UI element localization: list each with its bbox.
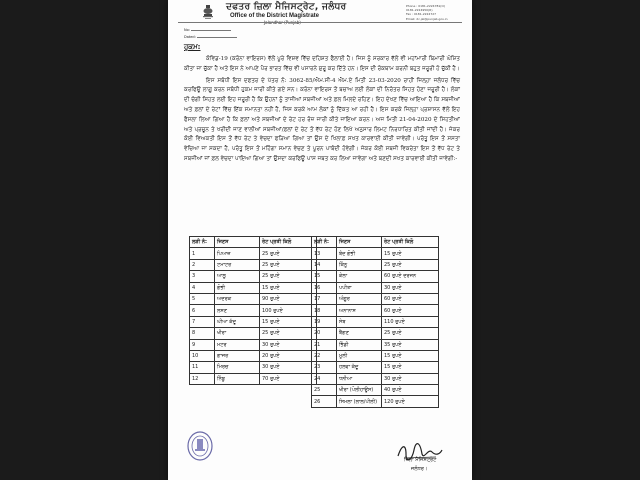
cell-item: ਮਟਰ — [215, 339, 260, 350]
cell-item: ਆਲੂ — [215, 271, 260, 282]
table-row — [312, 373, 439, 384]
cell-sr: 6 — [190, 305, 215, 316]
cell-sr: 10 — [190, 350, 215, 361]
cell-item: ਮੂਲੀ — [337, 350, 382, 361]
cell-item: ਗੋਭੀ — [215, 282, 260, 293]
cell-sr: 1 — [190, 248, 215, 259]
cell-item: ਟਮਾਟਰ — [215, 259, 260, 270]
table-row — [312, 316, 439, 327]
official-seal-icon — [186, 430, 214, 462]
table-row — [312, 305, 439, 316]
cell-item: ਹਲਵਾ ਕੱਦੂ — [337, 362, 382, 373]
cell-sr: 20 — [312, 328, 337, 339]
table-row — [312, 259, 439, 270]
cell-item: ਮਿਰਚ — [215, 362, 260, 373]
national-emblem-icon — [201, 4, 215, 21]
cell-sr: 13 — [312, 248, 337, 259]
cell-rate: 15 ਰੁਪਏ — [382, 248, 439, 259]
table-row — [190, 328, 317, 339]
cell-sr: 14 — [312, 259, 337, 270]
cell-sr: 17 — [312, 293, 337, 304]
cell-sr: 15 — [312, 271, 337, 282]
cell-item: ਅਨਾਨਾਸ — [337, 305, 382, 316]
cell-item: ਨਿੰਬੂ — [215, 373, 260, 384]
table-row — [190, 362, 317, 373]
reference-block — [184, 27, 237, 40]
table-row — [312, 271, 439, 282]
table-row — [312, 385, 439, 396]
cell-sr: 11 — [190, 362, 215, 373]
cell-sr: 3 — [190, 271, 215, 282]
table-row — [190, 259, 317, 270]
cell-rate: 120 ਰੁਪਏ — [382, 396, 439, 407]
cell-sr: 19 — [312, 316, 337, 327]
cell-rate: 40 ਰੁਪਏ — [382, 385, 439, 396]
table-row — [312, 396, 439, 407]
cell-item: ਸੇਬ — [337, 316, 382, 327]
header-rate: ਰੇਟ ਪ੍ਰਤੀ ਕਿਲੋ — [260, 237, 317, 248]
cell-rate: 30 ਰੁਪਏ — [382, 373, 439, 384]
table-row — [312, 328, 439, 339]
cell-rate: 30 ਰੁਪਏ — [260, 339, 317, 350]
table-row — [312, 248, 439, 259]
signatory-city: ਜਲੰਧਰ। — [411, 466, 428, 472]
cell-rate: 25 ਰੁਪਏ — [382, 328, 439, 339]
cell-item: ਅਦਰਕ — [215, 293, 260, 304]
cell-rate: 70 ਰੁਪਏ — [260, 373, 317, 384]
cell-rate: 25 ਰੁਪਏ — [260, 248, 317, 259]
cell-rate: 25 ਰੁਪਏ — [382, 259, 439, 270]
cell-item: ਭਿੰਡੀ — [337, 339, 382, 350]
no-label: No: — [184, 28, 190, 32]
signatory-title: ਜ਼ਿਲਾ ਮੈਜਿਸਟ੍ਰੇਟ — [404, 457, 437, 463]
header-rate: ਰੇਟ ਪ੍ਰਤੀ ਕਿਲੋ — [382, 237, 439, 248]
cell-sr: 23 — [312, 362, 337, 373]
cell-item: ਅੰਗੂਰ — [337, 293, 382, 304]
cell-sr: 24 — [312, 373, 337, 384]
table-header-row — [312, 237, 439, 248]
rate-table-right — [311, 236, 439, 408]
cell-rate: 25 ਰੁਪਏ — [260, 271, 317, 282]
cell-item: ਘੀਆ ਕੱਦੂ — [215, 316, 260, 327]
cell-rate: 90 ਰੁਪਏ — [260, 293, 317, 304]
table-row — [190, 282, 317, 293]
cell-item: ਖੀਰਾ (ਪੋਲੀਹਾਊਸ) — [337, 385, 382, 396]
table-row — [190, 293, 317, 304]
table-row — [190, 305, 317, 316]
dated-label: Dated: — [184, 34, 196, 39]
cell-item: ਕਿੰਨੂ — [337, 259, 382, 270]
cell-item: ਬੰਦ ਗੋਭੀ — [337, 248, 382, 259]
cell-rate: 15 ਰੁਪਏ — [260, 282, 317, 293]
cell-rate: 35 ਰੁਪਏ — [382, 339, 439, 350]
cell-rate: 100 ਰੁਪਏ — [260, 305, 317, 316]
cell-sr: 25 — [312, 385, 337, 396]
table-row — [190, 350, 317, 361]
header-item: ਜਿਣਸ — [215, 237, 260, 248]
cell-rate: 20 ਰੁਪਏ — [260, 350, 317, 361]
cell-item: ਗਾਜਰ — [215, 350, 260, 361]
table-header-row — [190, 237, 317, 248]
cell-rate: 15 ਰੁਪਏ — [382, 350, 439, 361]
table-row — [312, 350, 439, 361]
table-row — [312, 293, 439, 304]
cell-rate: 25 ਰੁਪਏ — [260, 259, 317, 270]
letterhead-rule — [178, 22, 462, 23]
cell-item: ਪਿਆਜ਼ — [215, 248, 260, 259]
cell-item: ਕੇਲਾ — [337, 271, 382, 282]
cell-sr: 16 — [312, 282, 337, 293]
cell-sr: 7 — [190, 316, 215, 327]
table-row — [190, 339, 317, 350]
cell-rate: 60 ਰੁਪਏ — [382, 305, 439, 316]
contact-line: Phone : 0181-2224781(O) — [406, 4, 445, 8]
cell-rate: 25 ਰੁਪਏ — [260, 328, 317, 339]
office-name-english: Office of the District Magistrate — [230, 13, 320, 19]
rate-table-left — [189, 236, 317, 385]
no-line — [191, 27, 231, 31]
table-row — [190, 316, 317, 327]
cell-rate: 60 ਰੁਪਏ ਦਰਜਨ — [382, 271, 439, 282]
cell-sr: 4 — [190, 282, 215, 293]
cell-rate: 60 ਰੁਪਏ — [382, 293, 439, 304]
contact-line: Email: dc.jal@punjab.gov.in — [406, 16, 448, 21]
cell-sr: 26 — [312, 396, 337, 407]
cell-item: ਲਸਣ — [215, 305, 260, 316]
cell-sr: 8 — [190, 328, 215, 339]
header-sr: ਲੜੀ ਨੰ: — [190, 237, 215, 248]
cell-item: ਧਨੀਆ — [337, 373, 382, 384]
header-item: ਜਿਣਸ — [337, 237, 382, 248]
cell-item: ਬੈਂਗਣ — [337, 328, 382, 339]
contact-line: Fax : 0181-2224727 — [406, 12, 437, 17]
cell-sr: 21 — [312, 339, 337, 350]
cell-rate: 30 ਰੁਪਏ — [382, 282, 439, 293]
cell-rate: 110 ਰੁਪਏ — [382, 316, 439, 327]
table-row — [190, 373, 317, 384]
office-name-punjabi: ਦਫਤਰ ਜ਼ਿਲਾ ਮੈਜਿਸਟ੍ਰੇਟ, ਜਲੰਧਰ — [226, 2, 347, 12]
dated-line — [197, 34, 237, 38]
table-row — [312, 362, 439, 373]
document-page — [168, 0, 472, 480]
cell-item: ਸਿਮਲਾ (ਲਾਲ/ਪੀਲੀ) — [337, 396, 382, 407]
header-sr: ਲੜੀ ਨੰ: — [312, 237, 337, 248]
cell-sr: 22 — [312, 350, 337, 361]
body-paragraph: ਇਸ ਸਬੰਧੀ ਇਸ ਦਫਤਰ ਦੇ ਪੱਤਰ ਨੰ: 3062-85/ਐਮ.ਸੀ-4 ਐਮ.ਏ ਮਿਤੀ 23-03-2020 ਰਾਹੀਂ ਜਿਲ੍ਹਾ ਜਲੰਧਰ ਵਿੱਚ ਕਰਫਿਊ ਲਾਗੂ ਕਰਨ ਸਬੰਧੀ ਹੁਕਮ ਜਾਰੀ ਕੀਤੇ ਗਏ ਸਨ। ਕਰੋਨਾ ਵਾਇਰਸ ਤੋਂ ਬਚਾਅ ਲਈ ਲੋਕਾਂ ਦੀ ਨਿਰੰਤਰ ਸਿਹਤ ਹੋਣਾ ਜਰੂਰੀ ਹੈ। ਲੋਕਾਂ ਦੀ ਚੰਗੀ ਸਿਹਤ ਲਈ ਇਹ ਜਰੂਰੀ ਹੈ ਕਿ ਉਹਨਾਂ ਨੂੰ ਤਾਜੀਆਂ ਸਬਜੀਆਂ ਅਤੇ ਫ਼ਲ ਮਿਲਦੇ ਰਹਿਣ। ਇਹ ਦੇਖਣ ਵਿੱਚ ਆਇਆ ਹੈ ਕਿ ਸਬਜੀਆਂ ਅਤੇ ਫ਼ਲਾਂ ਦੇ ਰੇਟਾਂ ਵਿੱਚ ਇੱਕ ਸਮਾਨਤਾ ਨਹੀਂ ਹੈ, ਜਿਸ ਕਰਕੇ ਆਮ ਲੋਕਾਂ ਨੂੰ ਦਿੱਕਤ ਆ ਰਹੀ ਹੈ। ਇਸ ਕਰਕੇ ਜਿਲ੍ਹਾ ਪ੍ਰਸ਼ਾਸਨ ਵੱਲੋਂ ਇਹ ਫੈਸਲਾ ਲਿਆ ਗਿਆ ਹੈ ਕਿ ਫ਼ਲਾਂ ਅਤੇ ਸਬਜੀਆਂ ਦੇ ਰੇਟ ਹਰ ਰੋਜ਼ ਜਾਰੀ ਕੀਤੇ ਜਾਇਆ ਕਰਨ। ਅਜ ਮਿਤੀ 21-04-2020 ਦੇ ਸਿਹਤੀਆਂ ਅਤੇ ਪ੍ਰਚੂਨ ਤੇ ਖਰੀਦੀ ਜਾਣ ਵਾਲੀਆਂ ਸਬਜੀਆਂ/ਫ਼ਲਾਂ ਦੇ ਰੇਟ ਤੋਂ ਵੱਧ ਰੇਟ ਹੋਣ ਲਿਖੇ ਅਨੁਸਾਰ ਲਿਮਟ ਨਿਰਧਾਰਿਤ ਕੀਤੀ ਜਾਂਦੀ ਹੈ। ਜੇਕਰ ਕੋਈ ਵਿਅਕਤੀ ਇਸ ਤੋਂ ਵੱਧ ਰੇਟ ਤੇ ਵੇਚਦਾ ਫੜਿਆ ਗਿਆ ਤਾਂ ਉਸ ਦੇ ਖਿਲਾਫ਼ ਸਖਤ ਕਾਰਵਾਈ ਕੀਤੀ ਜਾਵੇਗੀ। ਪਰੰਤੂ ਇਸ ਤੋਂ ਸਸਤਾ ਵੇਚਿਆ ਜਾ ਸਕਦਾ ਹੈ, ਪਰੰਤੂ ਇਸ ਤੋਂ ਮਹਿੰਗਾ ਸਮਾਨ ਵੇਚਣ ਤੇ ਪੂਰਨ ਪਾਬੰਦੀ ਹੋਵੇਗੀ। ਜੇਕਰ ਕੋਈ ਸਬਜੀ ਵਿਕਰੇਤਾ ਇਸ ਤੋਂ ਵੱਧ ਰੇਟ ਤੇ ਸਬਜੀਆਂ ਜਾਂ ਫ਼ਲ ਵੇਚਦਾ ਪਾਇਆ ਗਿਆ ਤਾਂ ਉਸਦਾ ਕਰਫਿਊ ਪਾਸ ਜਬਤ ਕਰ ਲਿਆ ਜਾਵੇਗਾ ਅਤੇ ਬਣਦੀ ਸਖਤ ਕਾਰਵਾਈ ਕੀਤੀ ਜਾਵੇਗੀ:- — [184, 77, 460, 162]
table-row — [190, 271, 317, 282]
table-row — [312, 282, 439, 293]
order-heading: ਹੁਕਮ: — [184, 43, 201, 51]
cell-rate: 15 ਰੁਪਏ — [260, 316, 317, 327]
contact-block — [406, 4, 468, 21]
cell-sr: 2 — [190, 259, 215, 270]
cell-sr: 9 — [190, 339, 215, 350]
table-row — [190, 248, 317, 259]
table-row — [312, 339, 439, 350]
body-paragraph: ਕੋਵਿਡ-19 (ਕਰੋਨਾ ਵਾਇਰਸ) ਵੱਲੋਂ ਪੂਰੇ ਵਿਸ਼ਵ ਵਿੱਚ ਦਹਿਸ਼ਤ ਫੈਲਾਈ ਹੈ। ਜਿਸ ਨੂੰ ਸਰਕਾਰ ਵੱਲੋਂ ਵੀ ਮਹਾਂਮਾਰੀ ਬਿਮਾਰੀ ਘੋਸ਼ਿਤ ਕੀਤਾ ਜਾ ਚੁੱਕਾ ਹੈ ਅਤੇ ਇਸ ਨੇ ਆਪਣੇ ਪੈਰ ਭਾਰਤ ਵਿੱਚ ਵੀ ਪਸਾਰਨੇ ਸ਼ੁਰੂ ਕਰ ਦਿੱਤੇ ਹਨ। ਇਸ ਦੀ ਰੋਕਥਾਮ ਕਰਨੀ ਬਹੁਤ ਜਰੂਰੀ ਹੋ ਚੁੱਕੀ ਹੈ। — [184, 56, 460, 72]
cell-rate: 15 ਰੁਪਏ — [382, 362, 439, 373]
contact-line: 0181-2224950(R) — [406, 8, 433, 13]
order-body — [184, 55, 460, 167]
cell-item: ਖੀਰਾ — [215, 328, 260, 339]
cell-sr: 18 — [312, 305, 337, 316]
cell-item: ਪਪੀਤਾ — [337, 282, 382, 293]
cell-sr: 12 — [190, 373, 215, 384]
cell-sr: 5 — [190, 293, 215, 304]
cell-rate: 30 ਰੁਪਏ — [260, 362, 317, 373]
